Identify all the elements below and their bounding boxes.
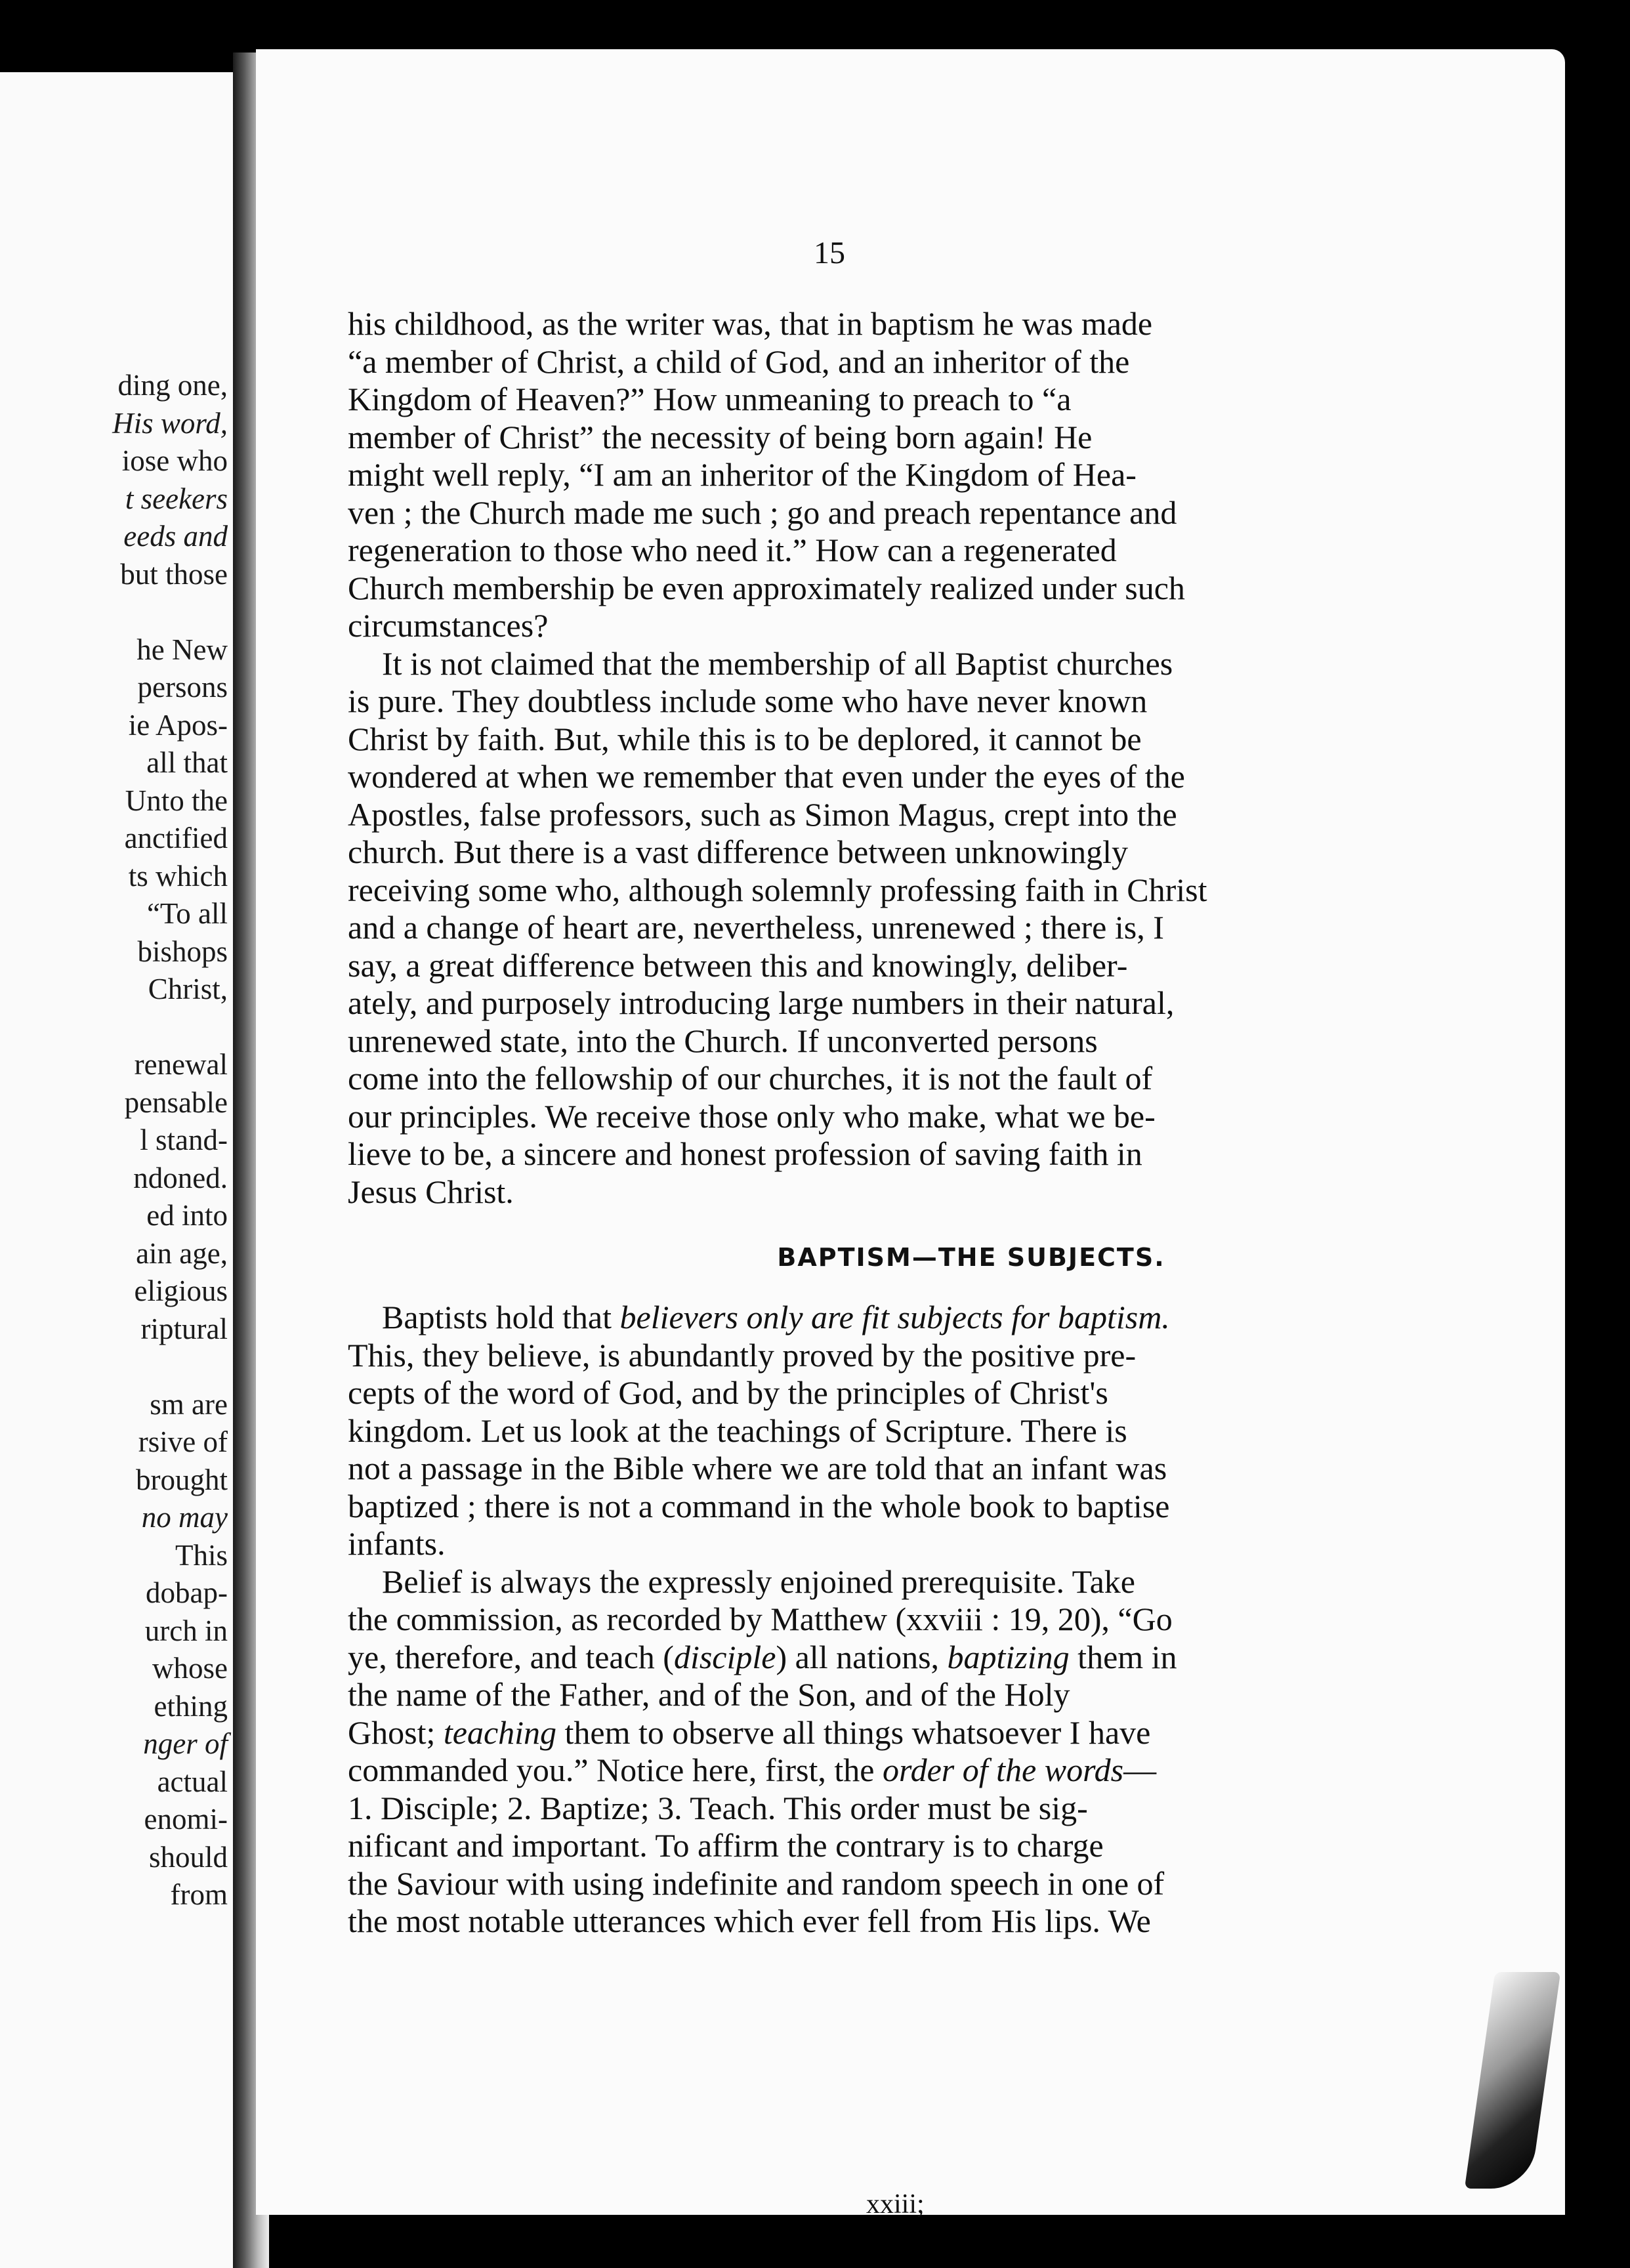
left-page-fragment: sm are: [150, 1387, 228, 1421]
text-line: and a change of heart are, nevertheless, unrenewed ; there is, I: [348, 909, 1164, 946]
text-line: This, they believe, is abundantly proved by the positive pre-: [348, 1336, 1137, 1374]
left-page-fragment: “To all: [146, 897, 228, 930]
text-line: the Saviour with using indefinite and random speech in one of: [348, 1864, 1165, 1902]
text-line: nificant and important. To affirm the contrary is to charge: [348, 1827, 1104, 1864]
text-line: [348, 1752, 1565, 1790]
left-page-fragment: brought: [136, 1463, 228, 1496]
left-page-fragment: bishops: [137, 934, 228, 968]
text-line: ately, and purposely introducing large numbers in their natural,: [348, 984, 1175, 1021]
text-line: Jesus Christ.: [348, 1173, 514, 1210]
paragraph-subjects: [348, 1299, 1565, 1563]
paragraph-continued: [348, 305, 1565, 645]
left-page-fragment: ie Apos-: [128, 708, 228, 742]
text-line: Apostles, false professors, such as Simon Magus, crept into the: [348, 795, 1177, 833]
section-heading: BAPTISM—THE SUBJECTS.: [777, 1243, 1165, 1272]
left-page-fragment: all that: [146, 746, 228, 779]
emphasis-text: teaching: [443, 1713, 557, 1751]
text-line: unrenewed state, into the Church. If unconverted persons: [348, 1022, 1098, 1059]
left-page-fragment: whose: [152, 1652, 228, 1685]
text-line: 1. Disciple; 2. Baptize; 3. Teach. This order must be sig-: [348, 1789, 1088, 1826]
text-line: Christ by faith. But, while this is to be deplored, it cannot be: [348, 720, 1142, 757]
text-run: commanded you.” Notice here, first, the: [348, 1752, 883, 1788]
text-line: baptized ; there is not a command in the whole book to baptise: [348, 1487, 1170, 1524]
text-line: [348, 1714, 1565, 1752]
text-line: It is not claimed that the membership of all Baptist churches: [382, 644, 1173, 682]
emphasis-text: baptizing: [947, 1638, 1070, 1675]
text-line: the commission, as recorded by Matthew (xxviii : 19, 20), “Go: [348, 1601, 1173, 1637]
text-line: [348, 1639, 1565, 1677]
left-page-fragment: His word,: [112, 406, 228, 440]
text-line: Church membership be even approximately realized under such: [348, 569, 1185, 606]
left-page-fragment: renewal: [134, 1048, 228, 1081]
left-page-fragment: ain age,: [136, 1236, 228, 1270]
emphasis-text: disciple: [673, 1638, 776, 1675]
left-page-fragment: Unto the: [125, 784, 228, 817]
paragraph-commission: [348, 1563, 1565, 1941]
text-line: regeneration to those who need it.” How can a regenerated: [348, 532, 1117, 568]
left-facing-page: [0, 72, 233, 2268]
left-page-fragment: urch in: [144, 1614, 228, 1647]
left-page-fragment: This: [175, 1538, 228, 1572]
left-page-fragment: persons: [137, 671, 228, 704]
left-page-fragment: ding one,: [117, 369, 228, 402]
text-line: our principles. We receive those only who make, what we be-: [348, 1097, 1156, 1135]
right-page: [256, 49, 1565, 2215]
page-corner-curl: [1465, 1972, 1560, 2189]
left-page-fragment: actual: [157, 1765, 228, 1798]
left-page-fragment: riptural: [140, 1312, 228, 1345]
text-line: the name of the Father, and of the Son, and of the Holy: [348, 1676, 1070, 1713]
text-line: his childhood, as the writer was, that in baptism he was made: [348, 305, 1153, 342]
text-line: Kingdom of Heaven?” How unmeaning to preach to “a: [348, 381, 1072, 417]
text-line: receiving some who, although solemnly professing faith in Christ: [348, 871, 1207, 908]
text-line: “a member of Christ, a child of God, and an inheritor of the: [348, 343, 1130, 380]
left-page-fragment: t seekers: [125, 482, 228, 515]
text-run: Baptists hold that: [382, 1299, 620, 1335]
text-line: ven ; the Church made me such ; go and preach repentance and: [348, 494, 1177, 531]
text-line: the most notable utterances which ever fell from His lips. We: [348, 1902, 1151, 1939]
left-page-fragment: iose who: [121, 444, 228, 477]
text-line: is pure. They doubtless include some who have never known: [348, 682, 1148, 719]
left-page-fragment: pensable: [124, 1085, 228, 1119]
paragraph-membership: [348, 645, 1565, 1211]
emphasis-text: order of the words: [883, 1752, 1124, 1788]
left-page-fragment: dobap-: [146, 1576, 228, 1609]
left-page-fragment: from: [170, 1878, 228, 1911]
left-page-fragment: ndoned.: [133, 1161, 228, 1194]
left-page-fragment: Christ,: [148, 973, 228, 1005]
left-page-fragment: ed into: [146, 1199, 228, 1232]
left-page-fragment: ts which: [128, 859, 228, 892]
text-run: them in: [1069, 1638, 1177, 1675]
text-line: member of Christ” the necessity of being born again! He: [348, 418, 1093, 455]
text-line: not a passage in the Bible where we are told that an infant was: [348, 1450, 1167, 1486]
footer-mark: xxiii;: [866, 2189, 925, 2219]
text-line: come into the fellowship of our churches, it is not the fault of: [348, 1060, 1153, 1097]
left-page-fragment: he New: [136, 633, 228, 666]
text-run: ye, therefore, and teach (: [348, 1638, 674, 1675]
left-page-fragment: but those: [120, 557, 228, 591]
emphasis-text: believers only are fit subjects for baptism.: [619, 1299, 1170, 1335]
left-page-fragment: enomi-: [144, 1803, 228, 1836]
body-text: [348, 305, 1565, 1941]
text-line: [348, 1299, 1565, 1337]
left-page-fragment: rsive of: [138, 1425, 228, 1458]
left-page-fragment: no may: [141, 1501, 228, 1534]
text-line: say, a great difference between this and knowingly, deliber-: [348, 946, 1128, 984]
left-page-fragment: eeds and: [123, 520, 228, 553]
text-line: church. But there is a vast difference between unknowingly: [348, 833, 1128, 870]
text-line: circumstances?: [348, 607, 549, 644]
text-line: lieve to be, a sincere and honest profession of saving faith in: [348, 1135, 1142, 1172]
text-line: cepts of the word of God, and by the principles of Christ's: [348, 1374, 1108, 1411]
left-page-fragment: eligious: [134, 1274, 228, 1307]
text-line: kingdom. Let us look at the teachings of Scripture. There is: [348, 1412, 1127, 1449]
text-run: —: [1123, 1752, 1157, 1788]
text-run: Ghost;: [348, 1713, 444, 1751]
text-line: might well reply, “I am an inheritor of the Kingdom of Hea-: [348, 456, 1137, 493]
left-page-fragment: anctified: [124, 822, 228, 854]
text-line: wondered at when we remember that even under the eyes of the: [348, 758, 1185, 795]
left-page-fragment: should: [148, 1840, 228, 1874]
left-page-fragment: ething: [154, 1689, 228, 1723]
page-number: 15: [814, 236, 845, 270]
text-run: ) all nations,: [776, 1638, 948, 1675]
text-run: them to observe all things whatsoever I have: [556, 1713, 1151, 1751]
left-page-fragment: nger of: [143, 1727, 228, 1760]
left-page-fragment: l stand-: [140, 1124, 228, 1156]
text-line: Belief is always the expressly enjoined prerequisite. Take: [382, 1563, 1135, 1600]
text-line: infants.: [348, 1525, 446, 1562]
